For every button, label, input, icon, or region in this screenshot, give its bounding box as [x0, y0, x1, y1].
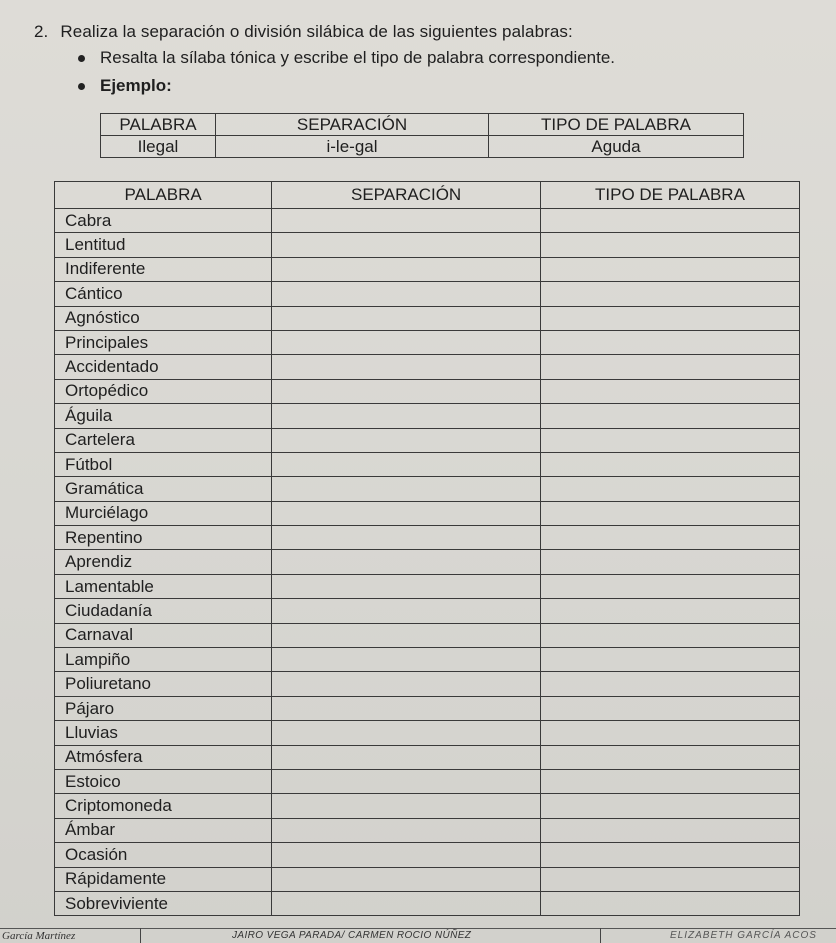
- type-answer-cell[interactable]: [540, 233, 799, 257]
- separation-answer-cell[interactable]: [272, 843, 541, 867]
- table-row: [55, 428, 800, 452]
- word-cell: Cántico: [55, 282, 272, 306]
- word-cell: Repentino: [55, 526, 272, 550]
- table-row: [55, 891, 800, 915]
- separation-answer-cell[interactable]: [272, 355, 541, 379]
- type-answer-cell[interactable]: [540, 477, 799, 501]
- type-answer-cell[interactable]: [540, 867, 799, 891]
- instruction-item: Resalta la sílaba tónica y escribe el tipo de palabra correspondiente.: [72, 48, 615, 76]
- separation-answer-cell[interactable]: [272, 404, 541, 428]
- separation-answer-cell[interactable]: [272, 818, 541, 842]
- word-cell: Ciudadanía: [55, 599, 272, 623]
- footer-middle-authors: JAIRO VEGA PARADA/ CARMEN ROCIO NÚÑEZ: [232, 930, 472, 941]
- word-cell: Poliuretano: [55, 672, 272, 696]
- word-cell: Lampiño: [55, 648, 272, 672]
- table-row: [55, 282, 800, 306]
- table-row: [55, 501, 800, 525]
- word-cell: Pájaro: [55, 696, 272, 720]
- example-separation: i-le-gal: [216, 136, 489, 158]
- separation-answer-cell[interactable]: [272, 623, 541, 647]
- separation-answer-cell[interactable]: [272, 867, 541, 891]
- word-cell: Ocasión: [55, 843, 272, 867]
- word-cell: Ámbar: [55, 818, 272, 842]
- exercise-table: [54, 181, 800, 916]
- footer-divider: [0, 928, 836, 929]
- word-cell: Cabra: [55, 209, 272, 233]
- word-cell: Lluvias: [55, 721, 272, 745]
- type-answer-cell[interactable]: [540, 648, 799, 672]
- table-row: [55, 818, 800, 842]
- table-row: [55, 209, 800, 233]
- table-row: [55, 745, 800, 769]
- instruction-list: [72, 48, 615, 104]
- table-row: [55, 526, 800, 550]
- separation-answer-cell[interactable]: [272, 306, 541, 330]
- separation-answer-cell[interactable]: [272, 477, 541, 501]
- page-footer: [0, 928, 836, 943]
- separation-answer-cell[interactable]: [272, 379, 541, 403]
- word-cell: Estoico: [55, 769, 272, 793]
- example-header-row: [101, 114, 744, 136]
- word-cell: Sobreviviente: [55, 891, 272, 915]
- table-row: [55, 379, 800, 403]
- example-type: Aguda: [489, 136, 744, 158]
- footer-separator: [140, 928, 141, 943]
- type-answer-cell[interactable]: [540, 696, 799, 720]
- table-row: [55, 550, 800, 574]
- table-row: [55, 306, 800, 330]
- word-cell: Lentitud: [55, 233, 272, 257]
- example-row: [101, 136, 744, 158]
- table-row: [55, 477, 800, 501]
- word-cell: Cartelera: [55, 428, 272, 452]
- separation-answer-cell[interactable]: [272, 648, 541, 672]
- type-answer-cell[interactable]: [540, 818, 799, 842]
- table-row: [55, 233, 800, 257]
- type-answer-cell[interactable]: [540, 355, 799, 379]
- separation-answer-cell[interactable]: [272, 696, 541, 720]
- separation-answer-cell[interactable]: [272, 282, 541, 306]
- example-word: Ilegal: [101, 136, 216, 158]
- type-answer-cell[interactable]: [540, 745, 799, 769]
- word-cell: Principales: [55, 330, 272, 354]
- footer-right-author: ELIZABETH GARCÍA ACOS: [670, 930, 817, 941]
- separation-answer-cell[interactable]: [272, 891, 541, 915]
- type-answer-cell[interactable]: [540, 282, 799, 306]
- table-row: [55, 404, 800, 428]
- separation-answer-cell[interactable]: [272, 501, 541, 525]
- type-answer-cell[interactable]: [540, 501, 799, 525]
- word-cell: Aprendiz: [55, 550, 272, 574]
- separation-answer-cell[interactable]: [272, 721, 541, 745]
- type-answer-cell[interactable]: [540, 257, 799, 281]
- type-answer-cell[interactable]: [540, 452, 799, 476]
- separation-answer-cell[interactable]: [272, 330, 541, 354]
- type-answer-cell[interactable]: [540, 623, 799, 647]
- separation-answer-cell[interactable]: [272, 428, 541, 452]
- type-answer-cell[interactable]: [540, 672, 799, 696]
- type-answer-cell[interactable]: [540, 330, 799, 354]
- word-cell: Fútbol: [55, 452, 272, 476]
- table-row: [55, 696, 800, 720]
- word-cell: Gramática: [55, 477, 272, 501]
- table-row: [55, 574, 800, 598]
- table-row: [55, 330, 800, 354]
- question-text: Realiza la separación o división silábica de las siguientes palabras:: [60, 22, 573, 41]
- type-answer-cell[interactable]: [540, 599, 799, 623]
- table-row: [55, 623, 800, 647]
- example-header-separacion: SEPARACIÓN: [216, 114, 489, 136]
- type-answer-cell[interactable]: [540, 526, 799, 550]
- table-row: [55, 721, 800, 745]
- exercise-header-row: [55, 182, 800, 209]
- separation-answer-cell[interactable]: [272, 550, 541, 574]
- table-row: [55, 867, 800, 891]
- word-cell: Indiferente: [55, 257, 272, 281]
- type-answer-cell[interactable]: [540, 721, 799, 745]
- table-row: [55, 257, 800, 281]
- word-cell: Lamentable: [55, 574, 272, 598]
- footer-separator: [600, 928, 601, 943]
- type-answer-cell[interactable]: [540, 794, 799, 818]
- separation-answer-cell[interactable]: [272, 452, 541, 476]
- table-row: [55, 672, 800, 696]
- question-title: [34, 22, 573, 42]
- word-cell: Atmósfera: [55, 745, 272, 769]
- word-cell: Murciélago: [55, 501, 272, 525]
- separation-answer-cell[interactable]: [272, 794, 541, 818]
- separation-answer-cell[interactable]: [272, 233, 541, 257]
- table-row: [55, 648, 800, 672]
- word-cell: Ortopédico: [55, 379, 272, 403]
- type-answer-cell[interactable]: [540, 428, 799, 452]
- type-answer-cell[interactable]: [540, 891, 799, 915]
- word-cell: Carnaval: [55, 623, 272, 647]
- word-cell: Criptomoneda: [55, 794, 272, 818]
- word-cell: Agnóstico: [55, 306, 272, 330]
- exercise-header-separacion: SEPARACIÓN: [272, 182, 541, 209]
- type-answer-cell[interactable]: [540, 379, 799, 403]
- separation-answer-cell[interactable]: [272, 257, 541, 281]
- type-answer-cell[interactable]: [540, 769, 799, 793]
- word-cell: Águila: [55, 404, 272, 428]
- separation-answer-cell[interactable]: [272, 526, 541, 550]
- table-row: [55, 769, 800, 793]
- question-number: 2.: [34, 22, 49, 41]
- word-cell: Accidentado: [55, 355, 272, 379]
- example-header-palabra: PALABRA: [101, 114, 216, 136]
- type-answer-cell[interactable]: [540, 306, 799, 330]
- type-answer-cell[interactable]: [540, 550, 799, 574]
- type-answer-cell[interactable]: [540, 843, 799, 867]
- example-table: [100, 113, 744, 158]
- table-row: [55, 794, 800, 818]
- example-header-tipo: TIPO DE PALABRA: [489, 114, 744, 136]
- table-row: [55, 355, 800, 379]
- type-answer-cell[interactable]: [540, 404, 799, 428]
- example-label: Ejemplo:: [72, 76, 615, 104]
- separation-answer-cell[interactable]: [272, 745, 541, 769]
- table-row: [55, 843, 800, 867]
- separation-answer-cell[interactable]: [272, 209, 541, 233]
- table-row: [55, 452, 800, 476]
- table-row: [55, 599, 800, 623]
- separation-answer-cell[interactable]: [272, 672, 541, 696]
- separation-answer-cell[interactable]: [272, 574, 541, 598]
- word-cell: Rápidamente: [55, 867, 272, 891]
- separation-answer-cell[interactable]: [272, 599, 541, 623]
- exercise-header-tipo: TIPO DE PALABRA: [540, 182, 799, 209]
- footer-left-author: García Martínez: [2, 930, 76, 942]
- separation-answer-cell[interactable]: [272, 769, 541, 793]
- type-answer-cell[interactable]: [540, 209, 799, 233]
- exercise-body: [55, 209, 800, 916]
- type-answer-cell[interactable]: [540, 574, 799, 598]
- exercise-header-palabra: PALABRA: [55, 182, 272, 209]
